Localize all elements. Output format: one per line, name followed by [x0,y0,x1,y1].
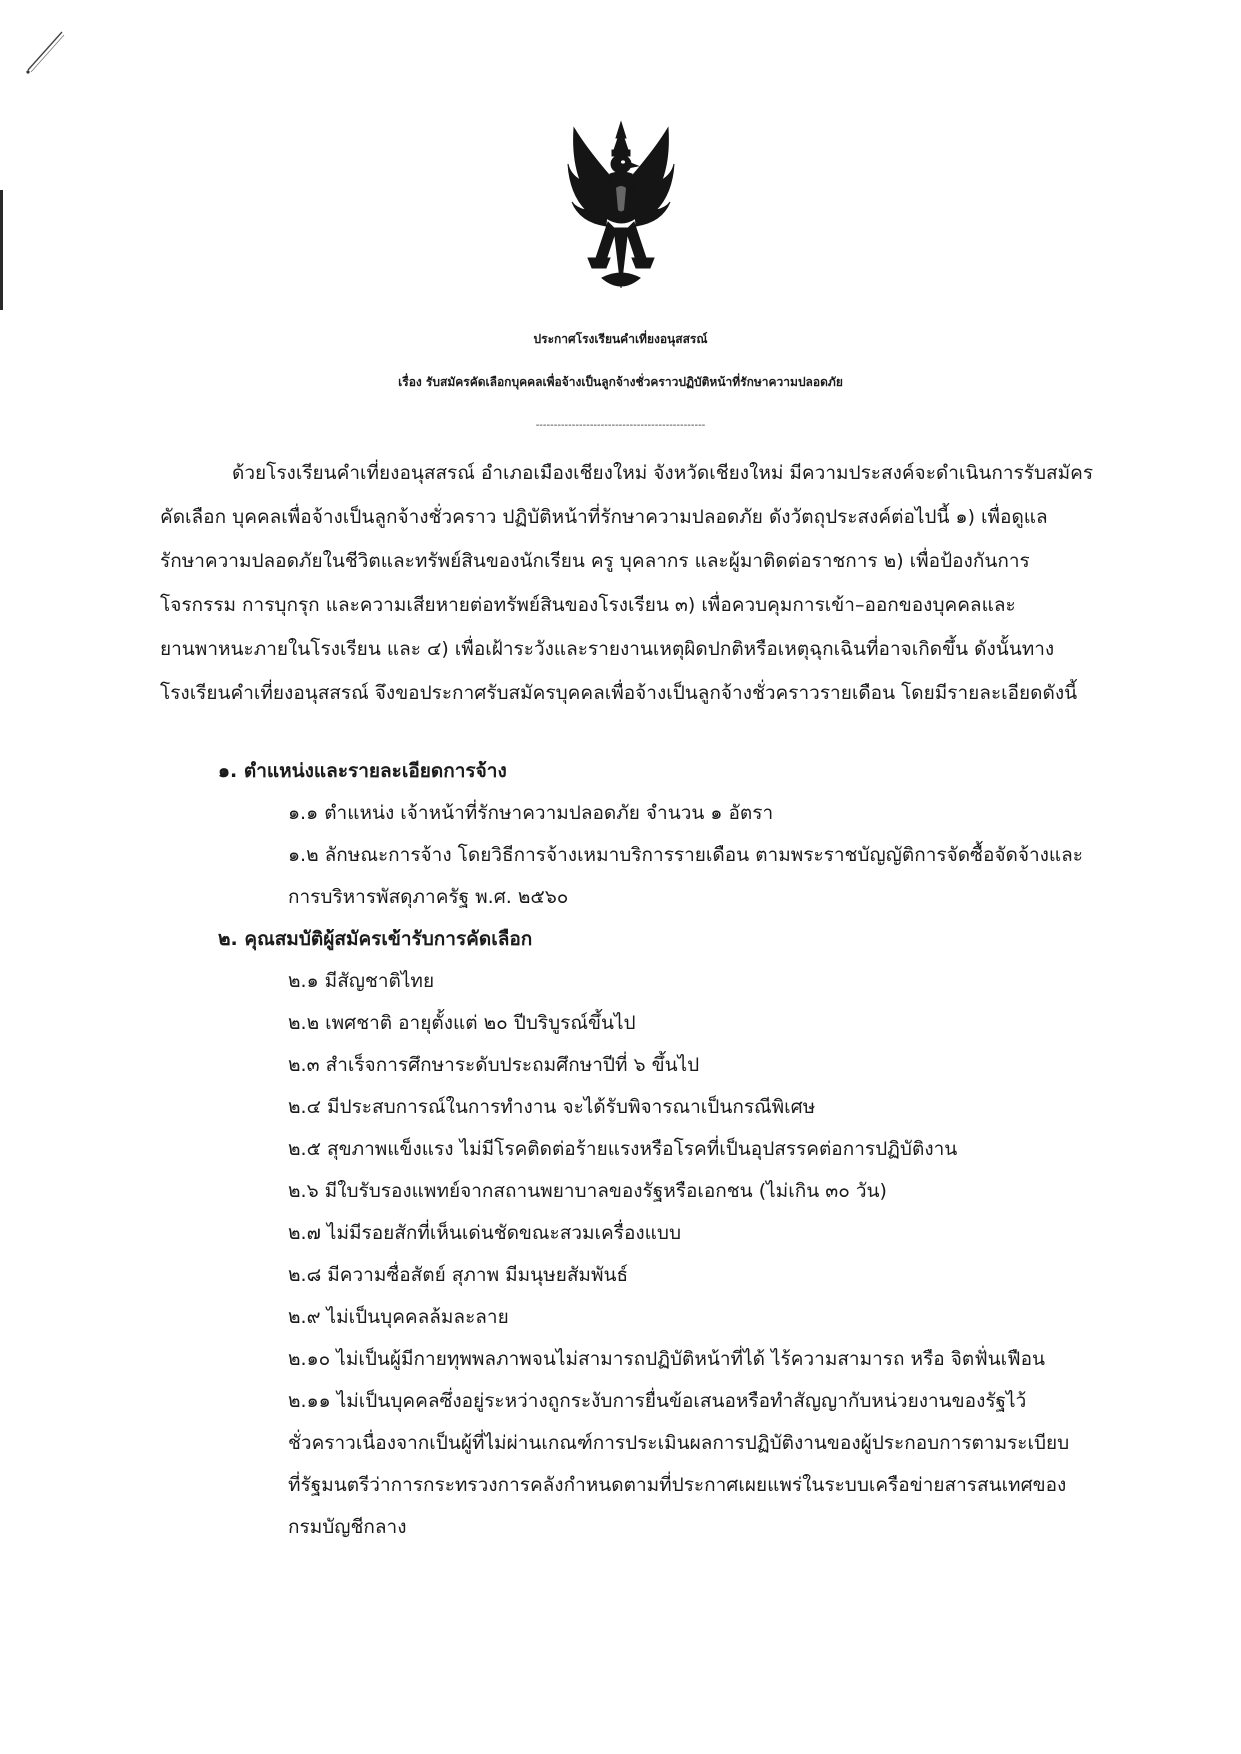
intro-line: ด้วยโรงเรียนคำเที่ยงอนุสสรณ์ อำเภอเมืองเชียงใหม่ จังหวัดเชียงใหม่ มีความประสงค์จะดำเนินการรับสมัคร [232,462,1094,484]
scan-edge-mark [0,190,3,310]
section-2-item: ๒.๑๑ ไม่เป็นบุคคลซึ่งอยู่ระหว่างถูกระงับการยื่นข้อเสนอหรือทำสัญญากับหน่วยงานของรัฐไว้ [288,1390,1027,1412]
section-1-item: การบริหารพัสดุภาครัฐ พ.ศ. ๒๕๖๐ [288,886,569,908]
section-2-item: ๒.๓ สำเร็จการศึกษาระดับประถมศึกษาปีที่ ๖ ขึ้นไป [288,1054,700,1076]
intro-line: รักษาความปลอดภัยในชีวิตและทรัพย์สินของนักเรียน ครู บุคลากร และผู้มาติดต่อราชการ ๒) เพื่อป้องกันการ [160,550,1030,572]
intro-line: โจรกรรม การบุกรุก และความเสียหายต่อทรัพย์สินของโรงเรียน ๓) เพื่อควบคุมการเข้า–ออกของบุคคลและ [160,594,1016,616]
section-2-item: ๒.๖ มีใบรับรองแพทย์จากสถานพยาบาลของรัฐหรือเอกชน (ไม่เกิน ๓๐ วัน) [288,1180,887,1202]
section-2-item: ๒.๑ มีสัญชาติไทย [288,970,435,992]
section-2-item: ๒.๙ ไม่เป็นบุคคลล้มละลาย [288,1306,509,1328]
section-2-item: ที่รัฐมนตรีว่าการกระทรวงการคลังกำหนดตามที่ประกาศเผยแพร่ในระบบเครือข่ายสารสนเทศของ [288,1474,1067,1496]
section-2-item: ๒.๒ เพศชาติ อายุตั้งแต่ ๒๐ ปีบริบูรณ์ขึ้นไป [288,1012,636,1034]
section-2-heading: ๒. คุณสมบัติผู้สมัครเข้ารับการคัดเลือก [218,928,533,950]
section-1-heading: ๑. ตำแหน่งและรายละเอียดการจ้าง [218,760,507,782]
section-2-item: ๒.๘ มีความซื่อสัตย์ สุภาพ มีมนุษยสัมพันธ์ [288,1264,629,1286]
intro-line: ยานพาหนะภายในโรงเรียน และ ๔) เพื่อเฝ้าระวังและรายงานเหตุผิดปกติหรือเหตุฉุกเฉินที่อาจเกิดขึ้น ดังนั้นทาง [160,638,1055,660]
section-2-item: ๒.๔ มีประสบการณ์ในการทำงาน จะได้รับพิจารณาเป็นกรณีพิเศษ [288,1096,816,1118]
garuda-emblem-icon [566,118,676,298]
section-2-item: ๒.๑๐ ไม่เป็นผู้มีกายทุพพลภาพจนไม่สามารถปฏิบัติหน้าที่ได้ ไร้ความสามารถ หรือ จิตฟั่นเฟือน [288,1348,1045,1370]
document-title: ประกาศโรงเรียนคำเที่ยงอนุสสรณ์ [533,332,708,346]
title-divider: ----------------------------------------------- [535,420,706,431]
section-2-item: ๒.๗ ไม่มีรอยสักที่เห็นเด่นชัดขณะสวมเครื่องแบบ [288,1222,682,1244]
section-2-item: กรมบัญชีกลาง [288,1516,407,1538]
section-1-item: ๑.๑ ตำแหน่ง เจ้าหน้าที่รักษาความปลอดภัย จำนวน ๑ อัตรา [288,802,774,824]
intro-line: โรงเรียนคำเที่ยงอนุสสรณ์ จึงขอประกาศรับสมัครบุคคลเพื่อจ้างเป็นลูกจ้างชั่วคราวรายเดือน โดยมีรายละเอียดดังนี้ [160,682,1078,704]
intro-line: คัดเลือก บุคคลเพื่อจ้างเป็นลูกจ้างชั่วคราว ปฏิบัติหน้าที่รักษาความปลอดภัย ดังวัตถุประสงค์ต่อไปนี้ ๑) เพื่อดูแล [160,506,1048,528]
document-subject: เรื่อง รับสมัครคัดเลือกบุคคลเพื่อจ้างเป็นลูกจ้างชั่วคราวปฏิบัติหน้าที่รักษาความปลอดภัย [398,375,843,389]
section-1-item: ๑.๒ ลักษณะการจ้าง โดยวิธีการจ้างเหมาบริการรายเดือน ตามพระราชบัญญัติการจัดซื้อจัดจ้างและ [288,844,1084,866]
section-2-item: ชั่วคราวเนื่องจากเป็นผู้ที่ไม่ผ่านเกณฑ์การประเมินผลการปฏิบัติงานของผู้ประกอบการตามระเบียบ [288,1432,1070,1454]
section-2-item: ๒.๕ สุขภาพแข็งแรง ไม่มีโรคติดต่อร้ายแรงหรือโรคที่เป็นอุปสรรคต่อการปฏิบัติงาน [288,1138,958,1160]
pen-stroke-mark [22,28,68,76]
